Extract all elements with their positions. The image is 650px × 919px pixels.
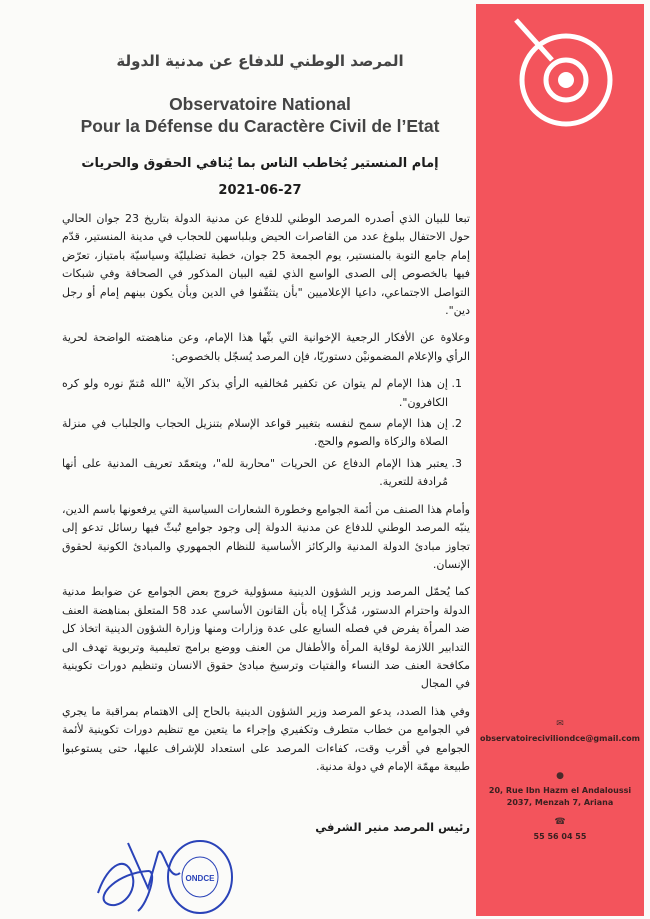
- letter-date: 2021-06-27: [218, 183, 302, 198]
- seal-text: ONDCE: [185, 874, 215, 883]
- ondce-seal: [168, 841, 232, 913]
- location-pin-icon: ●: [556, 771, 564, 781]
- contact-address: [476, 770, 644, 808]
- org-name-french: [40, 94, 480, 138]
- phone-icon: ☎: [554, 817, 566, 827]
- list-item: 3. يعتبر هذا الإمام الدفاع عن الحريات "محاربة لله"، ويتعمّد تعريف المدنية على أنها مُرادفة للتعرية.: [62, 455, 448, 492]
- contact-phone[interactable]: [476, 816, 644, 843]
- email-text: observatoireciviliondce@gmail.com: [480, 734, 640, 744]
- body-paragraph: وفي هذا الصدد، يدعو المرصد وزير الشؤون الدينية بالحاح إلى الاهتمام بمراقبة ما يجري في الجوامع من خطاب متطرف وتكفيري وإجراء ما يتعين مع تنظيم دورات تكوينية لأئمة الجوامع في أقرب وقت، كفاءات المرصد على استعداد للإشراف عليها، حتى يستوعبوا طبيعة مهمّة الإمام في دولة مدنية.: [62, 704, 470, 773]
- observations-list: [62, 375, 470, 491]
- org-name-french-line1: Observatoire National: [169, 94, 351, 114]
- letter-body: [62, 210, 470, 785]
- org-name-arabic: المرصد الوطني للدفاع عن مدنية الدولة: [116, 52, 404, 70]
- stamp-signature: [88, 833, 238, 917]
- list-item: 2. إن هذا الإمام سمح لنفسه بتغيير قواعد الإسلام بتنزيل الحجاب والجلباب في منزلة الصلاة والزكاة والصوم والحج.: [62, 415, 448, 452]
- address-line1: 20, Rue Ibn Hazm el Andaloussi: [488, 786, 632, 796]
- phone-text: 55 56 04 55: [533, 832, 587, 842]
- letter-subject: إمام المنستير يُخاطب الناس بما يُنافي الحقوق والحريات: [81, 156, 439, 171]
- body-paragraph: كما يُحمّل المرصد وزير الشؤون الدينية مسؤولية خروج بعض الجوامع عن ضوابط مدنية الدولة واحترام الدستور، مُذكّرا إياه بأن القانون الأساسي عدد 58 المتعلق بمناهضة العنف ضد المرأة يفرض في فصله السابع على عدة وزارات ومنها وزارة الشؤون الدينية اتخاذ كل التدابير اللازمة لوقاية المرأة والأطفال من العنف ووضع برامج تعليمية وتربوية تهدف الى مكافحة العنف ضد النساء والفتيات وترسيخ مبادئ حقوق الانسان وتنظيم دورات تكوينية في المجال: [62, 585, 470, 691]
- list-item: 1. إن هذا الإمام لم يتوان عن تكفير مُخالفيه الرأي بذكر الآية "الله مُتمّ نوره ولو كره الكافرون".: [62, 375, 448, 412]
- contact-email[interactable]: [476, 718, 644, 745]
- signer-name: رئيس المرصد منير الشرفي: [315, 820, 470, 834]
- address-line2: 2037, Menzah 7, Ariana: [506, 797, 614, 807]
- org-name-french-line2: Pour la Défense du Caractère Civil de l’Etat: [80, 115, 440, 136]
- body-paragraph: وعلاوة عن الأفكار الرجعية الإخوانية التي بثّها هذا الإمام، وعن مناهضته الواضحة لحرية الرأي والإعلام المضمونيْن دستوريّا، فإن المرصد يُسجّل بالخصوص:: [62, 331, 470, 363]
- letterhead-sidebar: [476, 4, 644, 916]
- body-paragraph: وأمام هذا الصنف من أئمة الجوامع وخطورة الشعارات السياسية التي يرفعونها باسم الدين، ينبّه المرصد الوطني للدفاع عن مدنية الدولة إلى وجود جوامع تُبثّ فيها رسائل تدعو إلى تجاوز مبادئ الدولة المدنية والركائز الأساسية للنظام الجمهوري والمبادئ الكونية لحقوق الإنسان.: [62, 502, 470, 571]
- observatory-eye-logo-icon: [504, 10, 629, 135]
- email-icon: ✉: [556, 719, 564, 729]
- body-paragraph: تبعا للبيان الذي أصدره المرصد الوطني للدفاع عن مدنية الدولة بتاريخ 23 جوان الحالي حول الاحتفال ببلوغ عدد من القاصرات الحيض وبلباسهن للحجاب في مدينة المنستير، قدّم إمام جامع التوبة بالمنستير، يوم الجمعة 25 جوان، خطبة تضليليّة وسياسيّة بامتياز، تعرّض فيها بالخصوص إلى الصدى الواسع الذي لقيه البيان المذكور في الصحافة وفي شبكات التواصل الاجتماعي، داعيا الإعلاميين "بأن يتثقّفوا في الدين وبأن يكون بينهم إمام أو رجل دين".: [62, 212, 471, 318]
